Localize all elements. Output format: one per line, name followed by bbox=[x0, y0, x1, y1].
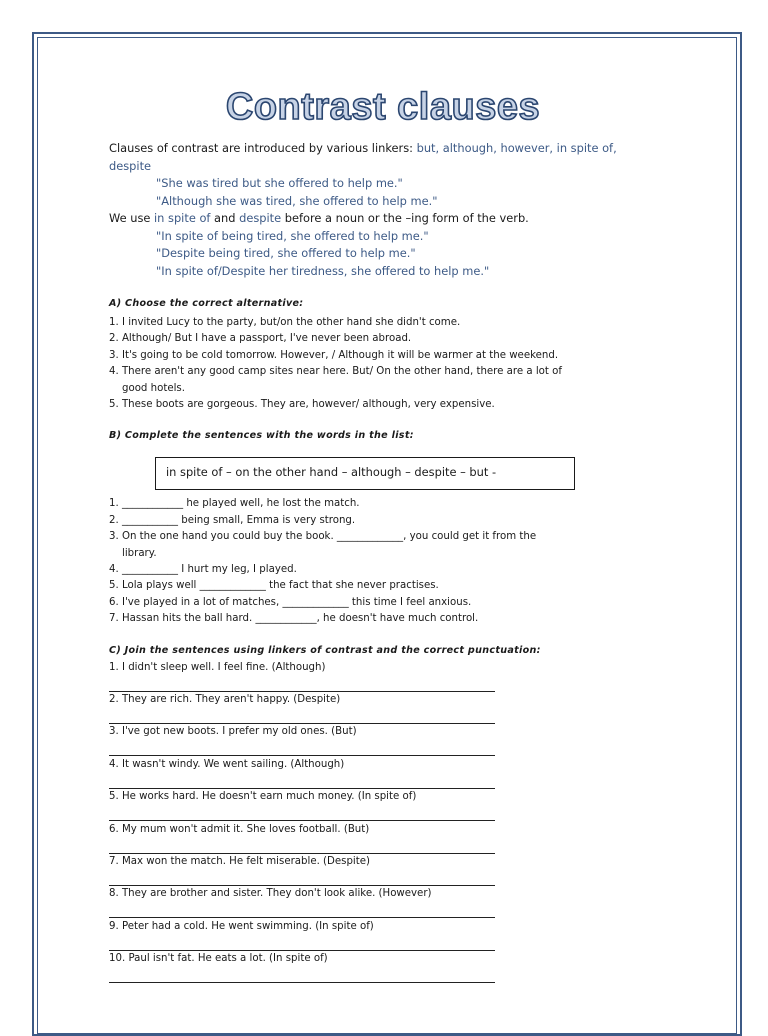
linkers-list-cont: despite bbox=[109, 158, 152, 173]
usage-text: We use bbox=[109, 211, 155, 225]
answer-line bbox=[109, 870, 495, 886]
exercise-prompt: 2. They are rich. They aren't happy. (Despite) bbox=[109, 694, 341, 706]
join-exercise bbox=[109, 854, 657, 886]
exercise-item: 1. I invited Lucy to the party, but/on the other hand she didn't come. bbox=[109, 317, 461, 328]
worksheet bbox=[109, 84, 657, 984]
exercise-prompt: 6. My mum won't admit it. She loves football. (But) bbox=[109, 823, 370, 835]
exercise-item: 2. Although/ But I have a passport, I've never been abroad. bbox=[109, 333, 412, 345]
exercise-prompt: 5. He works hard. He doesn't earn much money. (In spite of) bbox=[109, 791, 417, 803]
linkers-list: but, although, however, in spite of, bbox=[416, 141, 617, 155]
answer-line bbox=[109, 740, 495, 756]
linker-despite: despite bbox=[239, 211, 282, 225]
exercise-item: 2. ___________ being small, Emma is very strong. bbox=[109, 514, 356, 526]
exercise-prompt: 3. I've got new boots. I prefer my old ones. (But) bbox=[109, 726, 357, 738]
join-exercise bbox=[109, 757, 657, 789]
exercise-item: 4. ___________ I hurt my leg, I played. bbox=[109, 564, 297, 576]
exercise-item: 3. On the one hand you could buy the book. _____________, you could get it from the bbox=[109, 531, 537, 543]
join-exercise bbox=[109, 822, 657, 854]
section-b-heading: B) Complete the sentences with the words in the list: bbox=[109, 430, 414, 442]
exercise-item-cont: library. bbox=[122, 547, 157, 559]
section-c-heading: C) Join the sentences using linkers of contrast and the correct punctuation: bbox=[109, 644, 541, 656]
exercise-prompt: 8. They are brother and sister. They don't look alike. (However) bbox=[109, 888, 432, 900]
page-title: Contrast clauses bbox=[225, 86, 541, 128]
answer-line bbox=[109, 773, 495, 789]
exercise-item: 6. I've played in a lot of matches, _____________ this time I feel anxious. bbox=[109, 596, 472, 608]
exercise-item: 3. It's going to be cold tomorrow. However, / Although it will be warmer at the weekend. bbox=[109, 349, 559, 361]
join-exercise bbox=[109, 951, 657, 983]
exercise-item-cont: good hotels. bbox=[122, 382, 185, 394]
answer-line bbox=[109, 676, 495, 692]
linker-in-spite-of: in spite of bbox=[154, 211, 211, 225]
intro-text: Clauses of contrast are introduced by various linkers: bbox=[109, 141, 417, 155]
join-exercise bbox=[109, 692, 657, 724]
answer-line bbox=[109, 708, 495, 724]
word-list-box: in spite of – on the other hand – although – despite – but - bbox=[155, 457, 575, 490]
example-sentence: "Despite being tired, she offered to help me." bbox=[156, 246, 416, 260]
exercise-item: 4. There aren't any good camp sites near here. But/ On the other hand, there are a lot of bbox=[109, 366, 562, 378]
exercise-item: 5. These boots are gorgeous. They are, however/ although, very expensive. bbox=[109, 399, 495, 411]
answer-line bbox=[109, 902, 495, 918]
join-exercise bbox=[109, 660, 657, 692]
answer-line bbox=[109, 805, 495, 821]
exercise-prompt: 7. Max won the match. He felt miserable. (Despite) bbox=[109, 856, 370, 868]
exercise-prompt: 9. Peter had a cold. He went swimming. (In spite of) bbox=[109, 920, 374, 932]
example-sentence: "In spite of/Despite her tiredness, she offered to help me." bbox=[156, 263, 490, 278]
usage-text-rest: before a noun or the –ing form of the verb. bbox=[281, 211, 529, 225]
example-sentence: "In spite of being tired, she offered to help me." bbox=[156, 228, 429, 243]
join-exercise bbox=[109, 789, 657, 821]
answer-line bbox=[109, 935, 495, 951]
exercise-prompt: 1. I didn't sleep well. I feel fine. (Although) bbox=[109, 661, 326, 673]
section-a-heading: A) Choose the correct alternative: bbox=[109, 298, 304, 309]
exercise-prompt: 4. It wasn't windy. We went sailing. (Although) bbox=[109, 758, 345, 770]
join-exercise bbox=[109, 886, 657, 918]
usage-line bbox=[109, 210, 657, 228]
example-sentence: "Although she was tired, she offered to help me." bbox=[156, 193, 438, 208]
join-exercise bbox=[109, 724, 657, 756]
answer-line bbox=[109, 967, 495, 983]
exercise-item: 5. Lola plays well _____________ the fact that she never practises. bbox=[109, 580, 439, 592]
exercise-item: 1. ____________ he played well, he lost the match. bbox=[109, 498, 360, 510]
answer-line bbox=[109, 838, 495, 854]
join-exercise bbox=[109, 919, 657, 951]
usage-text-and: and bbox=[210, 211, 240, 225]
example-sentence: "She was tired but she offered to help me." bbox=[156, 176, 403, 190]
exercise-item: 7. Hassan hits the ball hard. ____________, he doesn't have much control. bbox=[109, 613, 479, 625]
intro-line bbox=[109, 140, 657, 158]
exercise-prompt: 10. Paul isn't fat. He eats a lot. (In spite of) bbox=[109, 953, 328, 965]
